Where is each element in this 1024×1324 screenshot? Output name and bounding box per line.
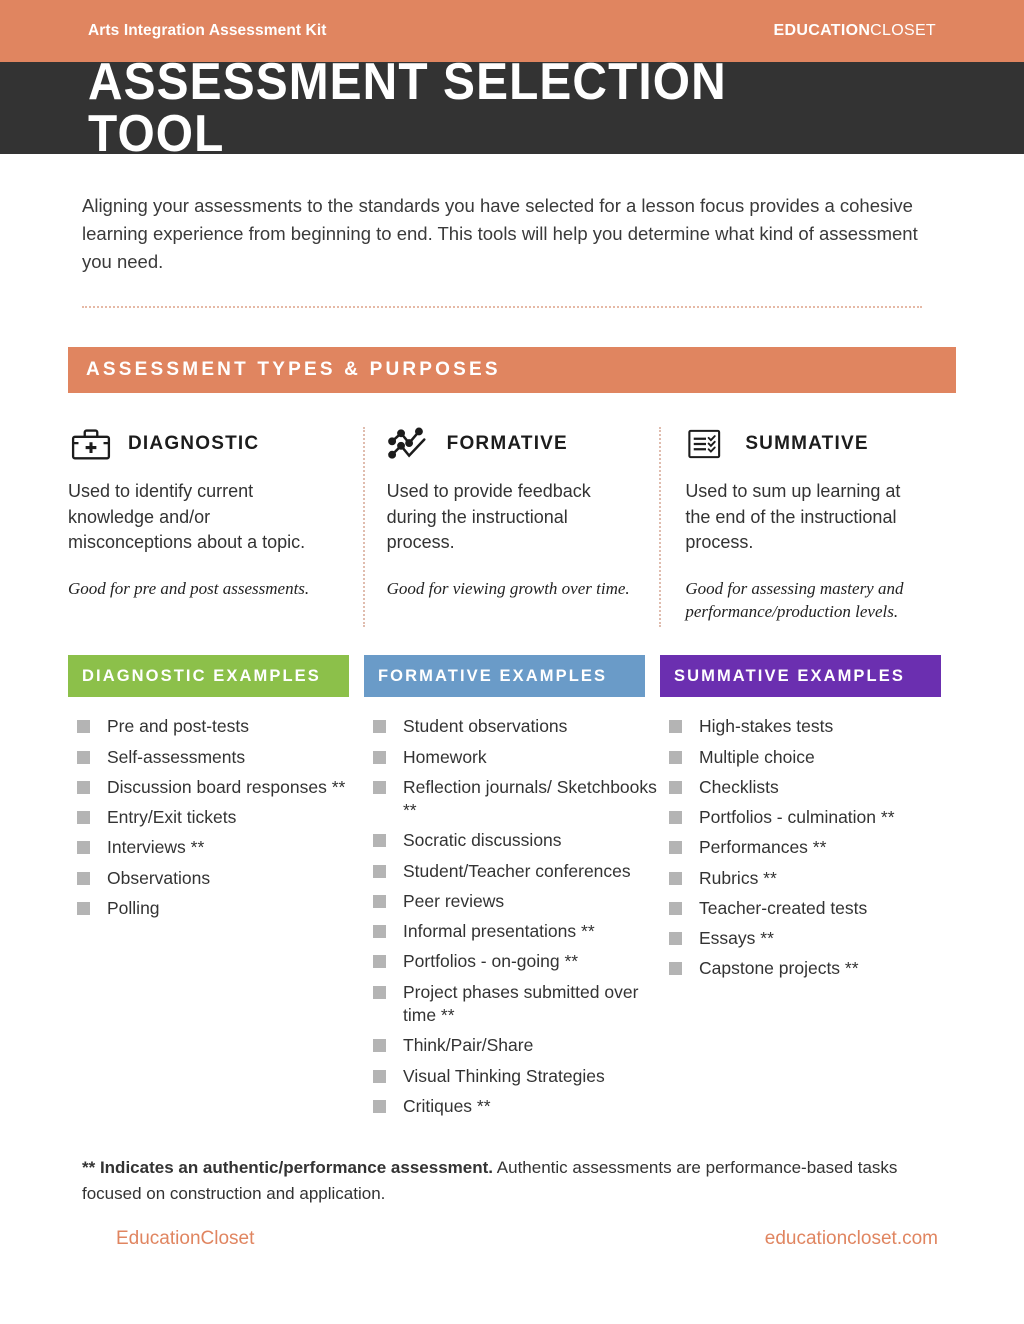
examples-header-label-summative: SUMMATIVE EXAMPLES xyxy=(674,666,905,685)
bullet-square-icon xyxy=(373,1070,386,1083)
list-item xyxy=(68,746,364,769)
list-item xyxy=(364,1034,660,1057)
examples-header-label-diagnostic: DIAGNOSTIC EXAMPLES xyxy=(82,666,321,685)
bullet-square-icon xyxy=(373,955,386,968)
bullet-square-icon xyxy=(77,811,90,824)
bullet-square-icon xyxy=(669,811,682,824)
list-item-label: Interviews ** xyxy=(107,837,205,858)
type-heading-diagnostic xyxy=(68,423,337,465)
list-item-label: Discussion board responses ** xyxy=(107,776,346,797)
title-band xyxy=(0,53,1024,163)
type-description-diagnostic: Used to identify current knowledge and/or misconceptions about a topic. xyxy=(68,481,306,553)
examples-column-summative xyxy=(660,655,956,1125)
list-item xyxy=(364,776,660,823)
first-aid-kit-icon xyxy=(68,427,114,461)
list-item-label: Observations xyxy=(107,867,211,888)
type-name-diagnostic: DIAGNOSTIC xyxy=(128,433,260,455)
bullet-square-icon xyxy=(669,751,682,764)
list-item-label: Visual Thinking Strategies xyxy=(403,1065,605,1086)
examples-row xyxy=(68,655,956,1125)
list-item xyxy=(364,950,660,973)
examples-header-summative xyxy=(660,655,941,697)
type-note-diagnostic: Good for pre and post assessments. xyxy=(68,578,310,598)
examples-header-label-formative: FORMATIVE EXAMPLES xyxy=(378,666,608,685)
examples-list-summative xyxy=(660,715,956,980)
list-item xyxy=(364,981,660,1028)
bullet-square-icon xyxy=(373,925,386,938)
intro-paragraph: Aligning your assessments to the standards you have selected for a lesson focus provides a cohesive learning experience from beginning to end. This tools will help you determine what kind of assessment you need. xyxy=(82,195,918,273)
footer-website-link[interactable]: educationcloset.com xyxy=(764,1228,938,1250)
bullet-square-icon xyxy=(669,872,682,885)
authentic-assessment-footnote xyxy=(82,1155,912,1206)
bullet-square-icon xyxy=(77,781,90,794)
list-item xyxy=(364,715,660,738)
list-item xyxy=(68,776,364,799)
list-item xyxy=(68,897,364,920)
examples-header-diagnostic xyxy=(68,655,349,697)
list-item xyxy=(660,806,956,829)
section-header-assessment-types xyxy=(68,347,956,393)
assessment-types-row xyxy=(68,423,956,627)
bullet-square-icon xyxy=(373,751,386,764)
list-item-label: Portfolios - culmination ** xyxy=(699,807,895,828)
list-item xyxy=(660,746,956,769)
bullet-square-icon xyxy=(77,902,90,915)
list-item-label: Rubrics ** xyxy=(699,867,777,888)
list-item-label: Reflection journals/ Sketchbooks ** xyxy=(403,776,657,821)
type-heading-formative xyxy=(387,423,634,465)
bullet-square-icon xyxy=(669,781,682,794)
bullet-square-icon xyxy=(669,902,682,915)
list-item-label: Pre and post-tests xyxy=(107,716,250,737)
list-item-label: Multiple choice xyxy=(699,746,815,767)
bullet-square-icon xyxy=(373,1039,386,1052)
list-item-label: Project phases submitted over time ** xyxy=(403,981,639,1025)
list-item-label: Portfolios - on-going ** xyxy=(403,951,579,972)
bullet-square-icon xyxy=(373,720,386,733)
bullet-square-icon xyxy=(669,962,682,975)
checklist-icon xyxy=(685,427,731,461)
examples-list-formative xyxy=(364,715,660,1118)
list-item-label: Think/Pair/Share xyxy=(403,1035,534,1056)
bullet-square-icon xyxy=(373,781,386,794)
type-description-formative: Used to provide feedback during the instructional process. xyxy=(386,481,591,553)
list-item xyxy=(660,836,956,859)
list-item xyxy=(660,897,956,920)
list-item-label: Student/Teacher conferences xyxy=(403,860,631,881)
bullet-square-icon xyxy=(373,865,386,878)
type-column-summative xyxy=(661,423,956,627)
page-body xyxy=(0,192,1024,1250)
list-item xyxy=(68,806,364,829)
footer-credits xyxy=(68,1228,956,1250)
list-item xyxy=(364,890,660,913)
bullet-square-icon xyxy=(77,720,90,733)
list-item-label: Peer reviews xyxy=(403,890,505,911)
list-item-label: Polling xyxy=(107,897,160,918)
list-item-label: Self-assessments xyxy=(107,746,246,767)
list-item xyxy=(364,1095,660,1118)
list-item xyxy=(68,867,364,890)
examples-column-diagnostic xyxy=(68,655,364,1125)
divider-dotted xyxy=(82,306,922,309)
list-item xyxy=(660,715,956,738)
bullet-square-icon xyxy=(373,895,386,908)
list-item-label: High-stakes tests xyxy=(699,716,834,737)
list-item xyxy=(68,715,364,738)
examples-header-formative xyxy=(364,655,645,697)
list-item xyxy=(660,776,956,799)
type-column-formative xyxy=(365,423,660,627)
bullet-square-icon xyxy=(77,841,90,854)
bullet-square-icon xyxy=(77,751,90,764)
list-item-label: Entry/Exit tickets xyxy=(107,807,237,828)
list-item xyxy=(660,927,956,950)
kit-title: Arts Integration Assessment Kit xyxy=(88,22,327,39)
list-item-label: Checklists xyxy=(699,776,779,797)
list-item xyxy=(364,860,660,883)
brand-logo xyxy=(774,22,936,40)
list-item-label: Teacher-created tests xyxy=(699,897,868,918)
list-item xyxy=(364,1065,660,1088)
list-item xyxy=(364,746,660,769)
list-item xyxy=(660,867,956,890)
list-item xyxy=(68,836,364,859)
list-item-label: Capstone projects ** xyxy=(699,958,859,979)
footer-brand: EducationCloset xyxy=(116,1228,255,1250)
list-item-label: Critiques ** xyxy=(403,1095,491,1116)
list-item xyxy=(660,957,956,980)
brand-name-bold: EDUCATION xyxy=(773,22,871,39)
list-item-label: Student observations xyxy=(403,716,568,737)
footnote-bold: ** Indicates an authentic/performance assessment. xyxy=(82,1158,493,1178)
list-item-label: Socratic discussions xyxy=(403,830,562,851)
list-item-label: Performances ** xyxy=(699,837,827,858)
brand-name-light: CLOSET xyxy=(870,22,936,39)
bullet-square-icon xyxy=(373,1100,386,1113)
type-description-summative: Used to sum up learning at the end of the instructional process. xyxy=(685,481,901,553)
type-column-diagnostic xyxy=(68,423,363,627)
type-heading-summative xyxy=(685,423,930,465)
section-header-label: ASSESSMENT TYPES & PURPOSES xyxy=(86,359,501,381)
bullet-square-icon xyxy=(373,986,386,999)
list-item-label: Informal presentations ** xyxy=(403,921,595,942)
trend-line-chart-icon xyxy=(387,427,433,461)
list-item-label: Homework xyxy=(403,746,487,767)
bullet-square-icon xyxy=(669,720,682,733)
type-note-summative: Good for assessing mastery and performance/production levels. xyxy=(685,578,904,621)
bullet-square-icon xyxy=(77,872,90,885)
examples-column-formative xyxy=(364,655,660,1125)
footnote-rest: Authentic assessments are performance-based tasks focused on construction and application. xyxy=(82,1158,898,1203)
type-name-formative: FORMATIVE xyxy=(446,433,568,455)
bullet-square-icon xyxy=(669,841,682,854)
list-item xyxy=(364,920,660,943)
list-item xyxy=(364,829,660,852)
list-item-label: Essays ** xyxy=(699,928,774,949)
page-title: ASSESSMENT SELECTION TOOL xyxy=(88,53,727,163)
examples-list-diagnostic xyxy=(68,715,364,920)
bullet-square-icon xyxy=(669,932,682,945)
type-note-formative: Good for viewing growth over time. xyxy=(386,578,630,598)
bullet-square-icon xyxy=(373,834,386,847)
type-name-summative: SUMMATIVE xyxy=(745,433,869,455)
